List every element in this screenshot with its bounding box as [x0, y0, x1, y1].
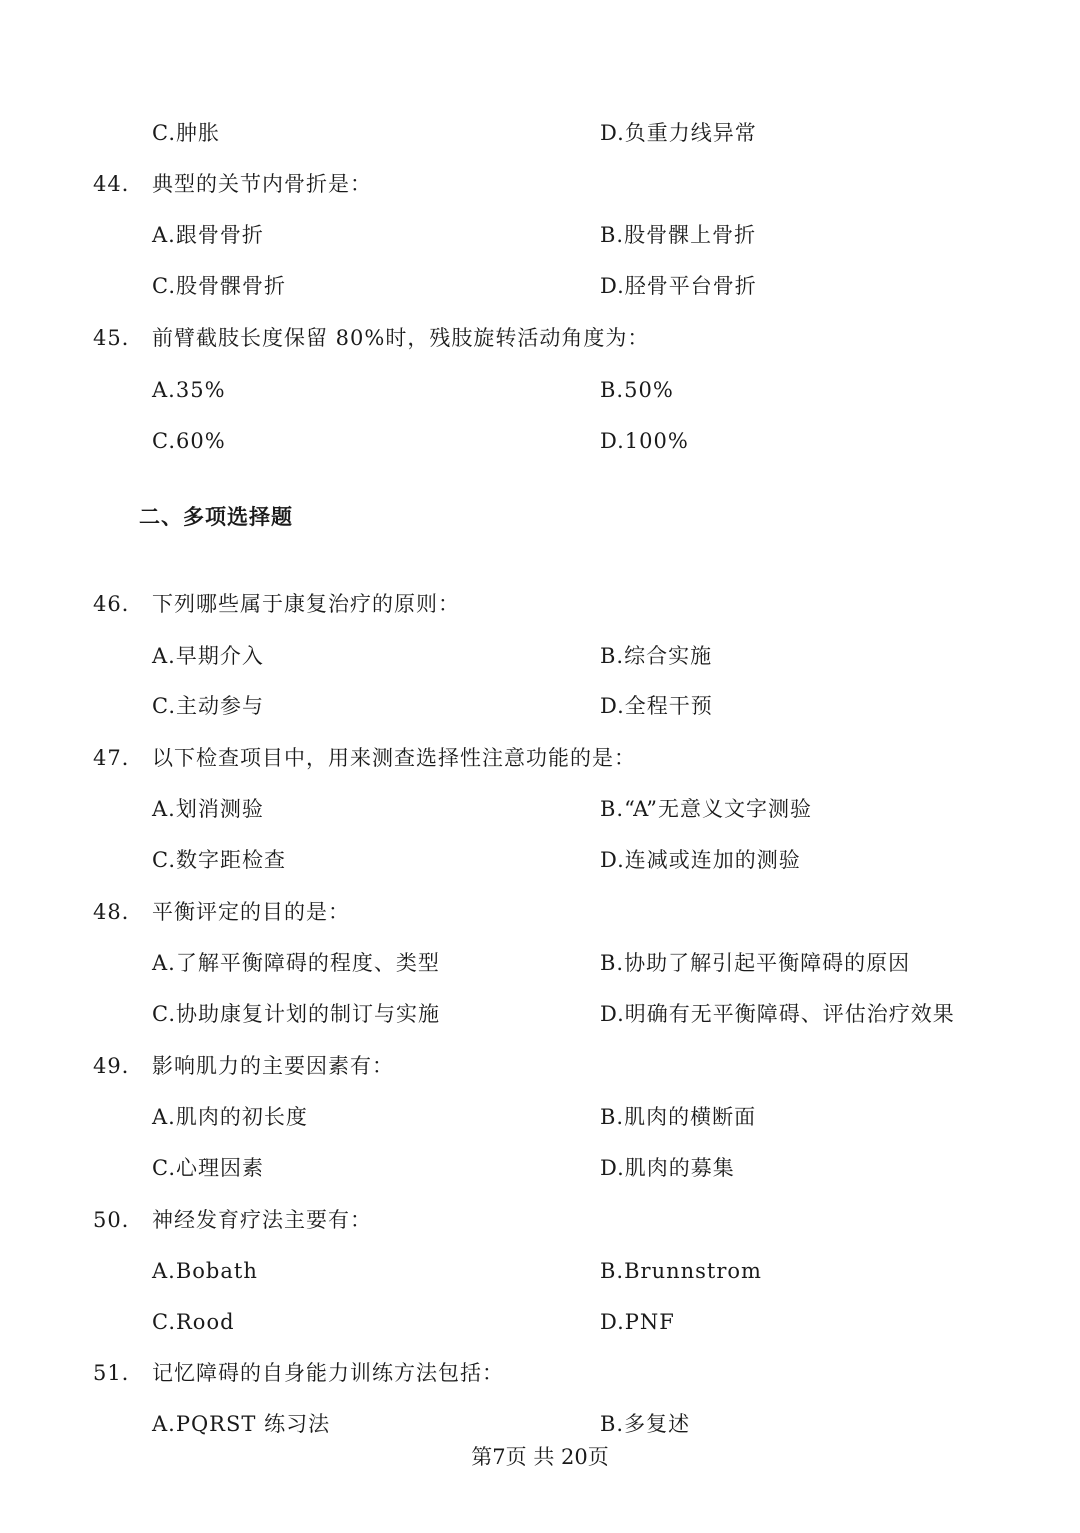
option-d: D.全程干预: [600, 694, 713, 718]
option-a: A.肌肉的初长度: [152, 1105, 308, 1129]
question-number: 49．: [93, 1054, 144, 1078]
option-c: C.协助康复计划的制订与实施: [152, 1002, 440, 1026]
question-text: 前臂截肢长度保留 80%时，残肢旋转活动角度为：: [152, 326, 650, 350]
option-d: D.肌肉的募集: [600, 1156, 735, 1180]
option-d: D.胫骨平台骨折: [600, 274, 757, 298]
question-text: 下列哪些属于康复治疗的原则：: [152, 592, 460, 616]
option-b: B.综合实施: [600, 644, 713, 668]
question-number: 44．: [93, 172, 144, 196]
question-number: 46．: [93, 592, 144, 616]
question-text: 神经发育疗法主要有：: [152, 1208, 372, 1232]
option-d: D.明确有无平衡障碍、评估治疗效果: [600, 1002, 955, 1026]
option-b: B.Brunnstrom: [600, 1259, 762, 1283]
option-a: A.早期介入: [152, 644, 264, 668]
option-c: C.主动参与: [152, 694, 264, 718]
option-b: B.50%: [600, 378, 674, 402]
question-text: 以下检查项目中，用来测查选择性注意功能的是：: [152, 746, 636, 770]
option-d: D.PNF: [600, 1310, 675, 1334]
option-d: D.负重力线异常: [600, 121, 757, 145]
option-d: D.100%: [600, 429, 689, 453]
option-a: A.了解平衡障碍的程度、类型: [152, 951, 440, 975]
option-b: B.肌肉的横断面: [600, 1105, 757, 1129]
option-c: C.数字距检查: [152, 848, 286, 872]
option-c: C.Rood: [152, 1310, 235, 1334]
option-b: B.协助了解引起平衡障碍的原因: [600, 951, 911, 975]
option-b: B.股骨髁上骨折: [600, 223, 757, 247]
option-a: A.PQRST 练习法: [152, 1412, 331, 1436]
page-footer: 第7页 共 20页: [471, 1445, 609, 1469]
question-text: 典型的关节内骨折是：: [152, 172, 372, 196]
question-number: 45．: [93, 326, 144, 350]
option-a: A.跟骨骨折: [152, 223, 264, 247]
question-text: 影响肌力的主要因素有：: [152, 1054, 394, 1078]
section-title: 二、多项选择题: [139, 505, 293, 529]
question-number: 50．: [93, 1208, 144, 1232]
option-a: A.划消测验: [152, 797, 264, 821]
question-number: 47．: [93, 746, 144, 770]
question-text: 记忆障碍的自身能力训练方法包括：: [152, 1361, 504, 1385]
option-b: B.多复述: [600, 1412, 691, 1436]
option-a: A.Bobath: [152, 1259, 258, 1283]
question-text: 平衡评定的目的是：: [152, 900, 350, 924]
question-number: 48．: [93, 900, 144, 924]
option-c: C.股骨髁骨折: [152, 274, 286, 298]
option-d: D.连减或连加的测验: [600, 848, 801, 872]
option-c: C.肿胀: [152, 121, 220, 145]
option-c: C.心理因素: [152, 1156, 264, 1180]
question-number: 51．: [93, 1361, 144, 1385]
option-b: B.“A”无意义文字测验: [600, 797, 812, 821]
option-a: A.35%: [152, 378, 226, 402]
option-c: C.60%: [152, 429, 226, 453]
